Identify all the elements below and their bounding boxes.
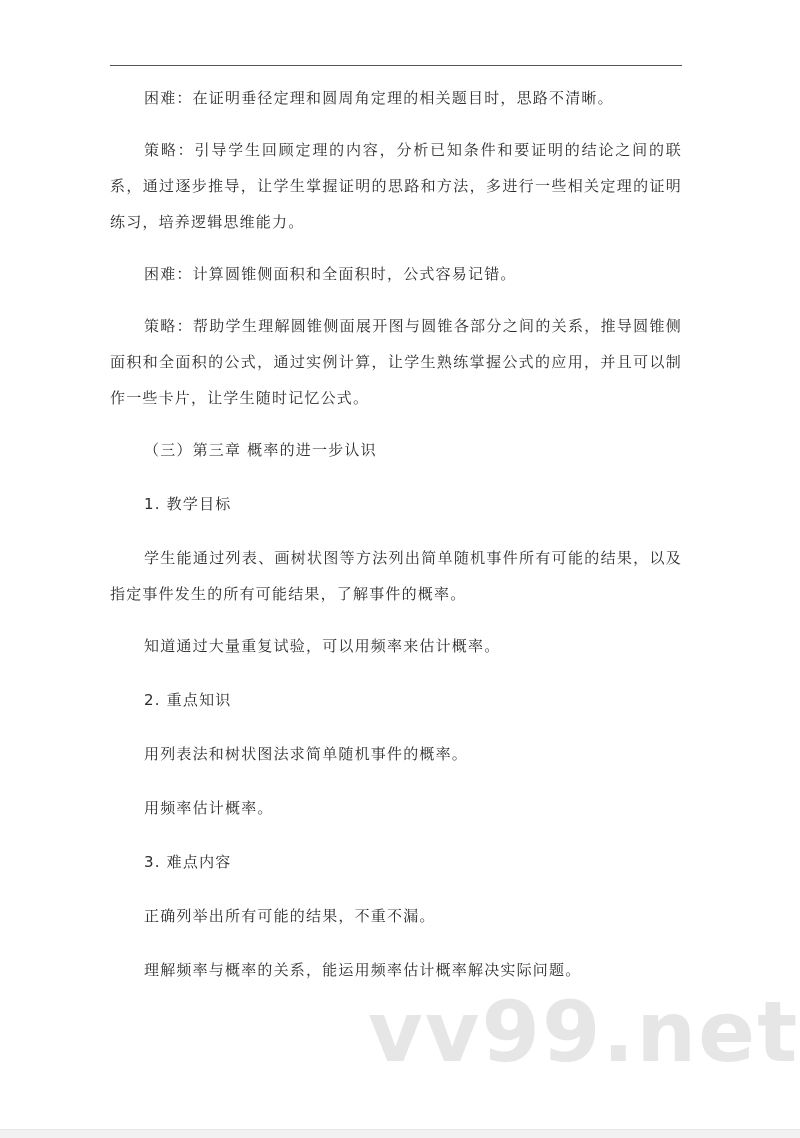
header-rule (110, 65, 682, 66)
goals-paragraph-2: 知道通过大量重复试验，可以用频率来估计概率。 (144, 637, 501, 655)
subheading-teaching-goals: 1. 教学目标 (144, 495, 232, 513)
watermark: vv99.net (368, 983, 800, 1081)
document-body (110, 80, 682, 988)
goals-paragraph-1: 学生能通过列表、画树状图等方法列出简单随机事件所有可能的结果，以及指定事件发生的所有可能结果，了解事件的概率。 (110, 549, 682, 603)
subheading-key-knowledge: 2. 重点知识 (144, 691, 232, 709)
subheading-difficult-content: 3. 难点内容 (144, 853, 232, 871)
difficult-paragraph-2: 理解频率与概率的关系，能运用频率估计概率解决实际问题。 (144, 961, 582, 979)
key-paragraph-2: 用频率估计概率。 (144, 799, 274, 817)
strategy-paragraph-2: 策略：帮助学生理解圆锥侧面展开图与圆锥各部分之间的关系，推导圆锥侧面积和全面积的公式，通过实例计算，让学生熟练掌握公式的应用，并且可以制作一些卡片，让学生随时记忆公式。 (110, 317, 682, 407)
section-heading: （三）第三章 概率的进一步认识 (144, 441, 377, 459)
key-paragraph-1: 用列表法和树状图法求简单随机事件的概率。 (144, 745, 469, 763)
difficulty-paragraph-2: 困难：计算圆锥侧面积和全面积时，公式容易记错。 (144, 265, 517, 283)
difficulty-paragraph-1: 困难：在证明垂径定理和圆周角定理的相关题目时，思路不清晰。 (144, 89, 614, 107)
difficult-paragraph-1: 正确列举出所有可能的结果，不重不漏。 (144, 907, 436, 925)
strategy-paragraph-1: 策略：引导学生回顾定理的内容，分析已知条件和要证明的结论之间的联系，通过逐步推导，让学生掌握证明的思路和方法，多进行一些相关定理的证明练习，培养逻辑思维能力。 (110, 141, 682, 231)
